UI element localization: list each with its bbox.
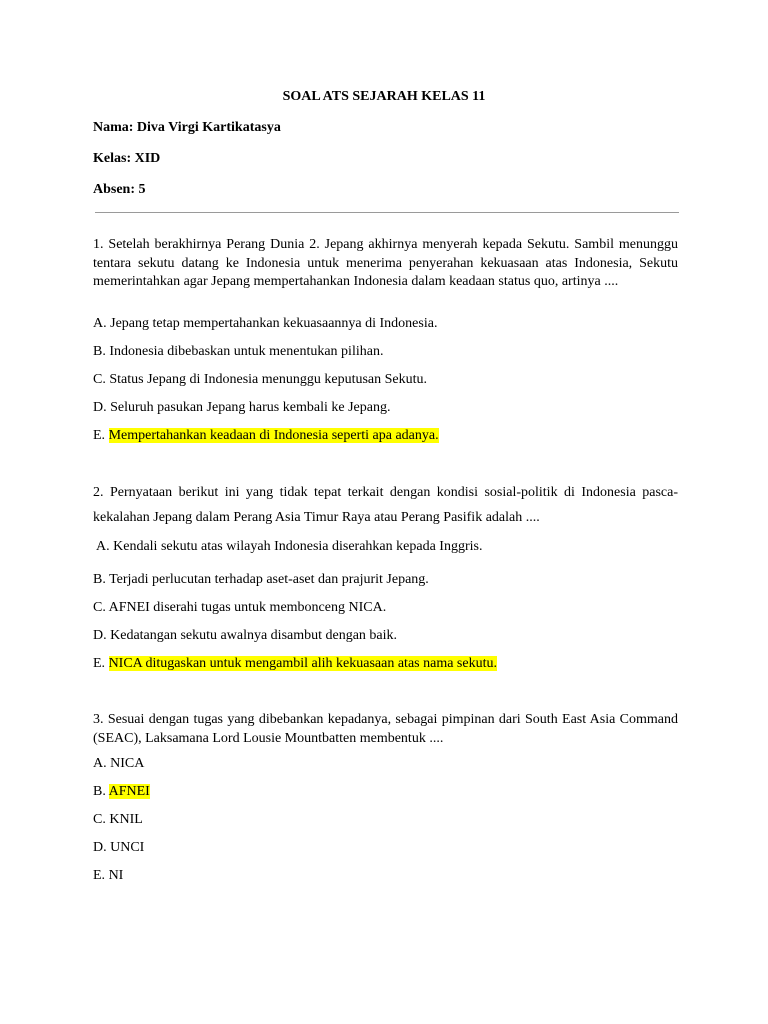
q1-option-d (93, 400, 390, 416)
option-letter: A. (93, 756, 107, 771)
option-letter: B. (93, 784, 106, 799)
option-letter: C. (93, 812, 106, 827)
q2-option-c (93, 600, 386, 616)
q2-option-a (96, 539, 482, 555)
q3-option-a (93, 756, 144, 772)
question-1-text: 1. Setelah berakhirnya Perang Dunia 2. Jepang akhirnya menyerah kepada Sekutu. Sambil menunggu tentara sekutu datang ke Indonesia untuk menerima penyerahan kekuasaan atas Indonesia, Sekutu memerintahkan agar Jepang mempertahankan Indonesia dalam keadaan status quo, artinya .... (93, 237, 678, 289)
option-text: AFNEI diserahi tugas untuk membonceng NICA. (108, 600, 387, 615)
option-letter: E. (93, 656, 106, 671)
q2-option-d (93, 628, 397, 644)
document-title: SOAL ATS SEJARAH KELAS 11 (282, 89, 486, 104)
option-letter: A. (96, 539, 110, 554)
option-letter: C. (93, 600, 106, 615)
option-letter: D. (93, 840, 107, 855)
option-text: Indonesia dibebaskan untuk menentukan pilihan. (109, 344, 384, 359)
option-text: NI (108, 868, 124, 883)
option-text: NICA (110, 756, 145, 771)
option-text: KNIL (109, 812, 143, 827)
student-class: Kelas: XID (93, 151, 161, 166)
option-letter: E. (93, 868, 106, 883)
q3-option-e (93, 868, 123, 884)
option-text: Seluruh pasukan Jepang harus kembali ke Jepang. (110, 400, 391, 415)
option-text: Status Jepang di Indonesia menunggu keputusan Sekutu. (109, 372, 428, 387)
q3-option-c (93, 812, 143, 828)
q3-option-d (93, 840, 144, 856)
answer-highlight: Mempertahankan keadaan di Indonesia seperti apa adanya. (108, 428, 439, 443)
option-letter: A. (93, 316, 107, 331)
divider-line (95, 212, 679, 213)
option-text: Kendali sekutu atas wilayah Indonesia diserahkan kepada Inggris. (113, 539, 483, 554)
option-text: UNCI (110, 840, 145, 855)
student-name: Nama: Diva Virgi Kartikatasya (93, 120, 281, 135)
option-letter: B. (93, 344, 106, 359)
answer-highlight: AFNEI (108, 784, 150, 799)
option-letter: B. (93, 572, 106, 587)
student-absen: Absen: 5 (93, 182, 146, 197)
option-text: Terjadi perlucutan terhadap aset-aset dan prajurit Jepang. (109, 572, 429, 587)
option-text: Kedatangan sekutu awalnya disambut dengan baik. (110, 628, 398, 643)
question-3-text: 3. Sesuai dengan tugas yang dibebankan kepadanya, sebagai pimpinan dari South East Asia Command (SEAC), Laksamana Lord Lousie Mountbatten membentuk .... (93, 712, 678, 746)
q1-option-a (93, 316, 437, 332)
option-text: Jepang tetap mempertahankan kekuasaannya di Indonesia. (110, 316, 438, 331)
option-letter: D. (93, 628, 107, 643)
q2-option-e (93, 656, 497, 672)
q3-option-b (93, 784, 150, 800)
q1-option-b (93, 344, 383, 360)
answer-highlight: NICA ditugaskan untuk mengambil alih kekuasaan atas nama sekutu. (108, 656, 497, 671)
option-letter: D. (93, 400, 107, 415)
q1-option-e (93, 428, 439, 444)
question-2-text: 2. Pernyataan berikut ini yang tidak tepat terkait dengan kondisi sosial-politik di Indonesia pasca-kekalahan Jepang dalam Perang Asia Timur Raya atau Perang Pasifik adalah .... (93, 485, 678, 525)
q2-option-b (93, 572, 429, 588)
option-letter: E. (93, 428, 106, 443)
option-letter: C. (93, 372, 106, 387)
q1-option-c (93, 372, 427, 388)
